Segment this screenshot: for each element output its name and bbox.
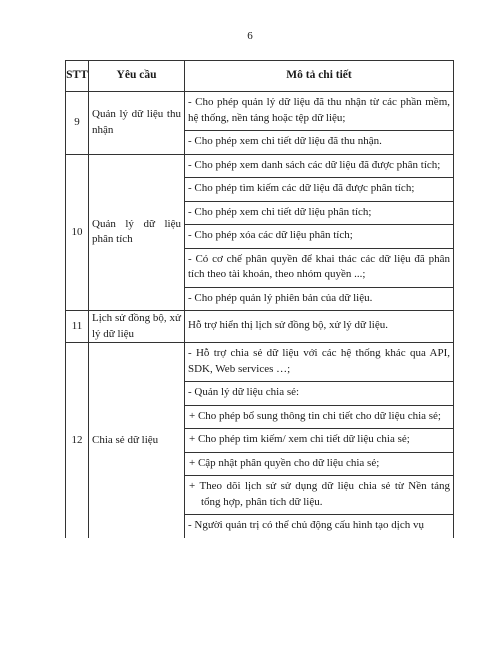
detail-line: - Cho phép xóa các dữ liệu phân tích; <box>185 225 453 249</box>
header-details: Mô tả chi tiết <box>185 61 454 92</box>
detail-line: - Người quản trị có thể chủ động cấu hình tạo dịch vụ <box>188 519 425 531</box>
detail-line: - Cho phép xem danh sách các dữ liệu đã được phân tích; <box>185 155 453 179</box>
row-details <box>185 92 454 155</box>
detail-line: - Cho phép xem chi tiết dữ liệu đã thu nhận. <box>188 135 382 147</box>
detail-line: + Theo dõi lịch sử sử dụng dữ liệu chia sẻ từ Nền tảng tổng hợp, phân tích dữ liệu. <box>185 476 453 515</box>
detail-line: + Cập nhật phân quyền cho dữ liệu chia sẻ; <box>185 453 453 477</box>
detail-line: - Cho phép quản lý dữ liệu đã thu nhận từ các phần mềm, hệ thống, nền tảng hoặc tệp dữ liệu; <box>185 92 453 131</box>
header-stt: STT <box>66 61 89 92</box>
detail-line: Hỗ trợ hiển thị lịch sử đồng bộ, xử lý dữ liệu. <box>188 319 388 332</box>
row-details <box>185 311 454 343</box>
table-row <box>66 311 454 343</box>
table-header-row <box>66 61 454 92</box>
row-stt: 10 <box>66 154 89 311</box>
page-number: 6 <box>247 30 253 42</box>
row-requirement: Lịch sử đồng bộ, xử lý dữ liệu <box>89 311 185 343</box>
row-stt: 9 <box>66 92 89 155</box>
detail-line: - Có cơ chế phân quyền để khai thác các dữ liệu đã phân tích theo tài khoản, theo nhóm quyền ...; <box>185 249 453 288</box>
detail-line: - Hỗ trợ chia sẻ dữ liệu với các hệ thống khác qua API, SDK, Web services …; <box>185 343 453 382</box>
table-row <box>66 343 454 538</box>
row-details <box>185 154 454 311</box>
row-requirement: Quản lý dữ liệu phân tích <box>89 154 185 311</box>
detail-line: - Quản lý dữ liệu chia sẻ: <box>185 382 453 406</box>
detail-line: + Cho phép tìm kiếm/ xem chi tiết dữ liệu chia sẻ; <box>185 429 453 453</box>
detail-line: - Cho phép quản lý phiên bản của dữ liệu. <box>188 291 373 304</box>
detail-line: + Cho phép bổ sung thông tin chi tiết cho dữ liệu chia sẻ; <box>185 406 453 430</box>
detail-line: - Cho phép tìm kiếm các dữ liệu đã được phân tích; <box>185 178 453 202</box>
table-row <box>66 92 454 155</box>
detail-line: - Cho phép xem chi tiết dữ liệu phân tích; <box>185 202 453 226</box>
row-details <box>185 343 454 538</box>
row-stt: 11 <box>66 311 89 343</box>
table-row <box>66 154 454 311</box>
row-requirement: Quản lý dữ liệu thu nhận <box>89 92 185 155</box>
header-requirement: Yêu cầu <box>89 61 185 92</box>
row-stt: 12 <box>66 343 89 538</box>
requirements-table <box>65 60 454 538</box>
row-requirement: Chia sẻ dữ liệu <box>89 343 185 538</box>
